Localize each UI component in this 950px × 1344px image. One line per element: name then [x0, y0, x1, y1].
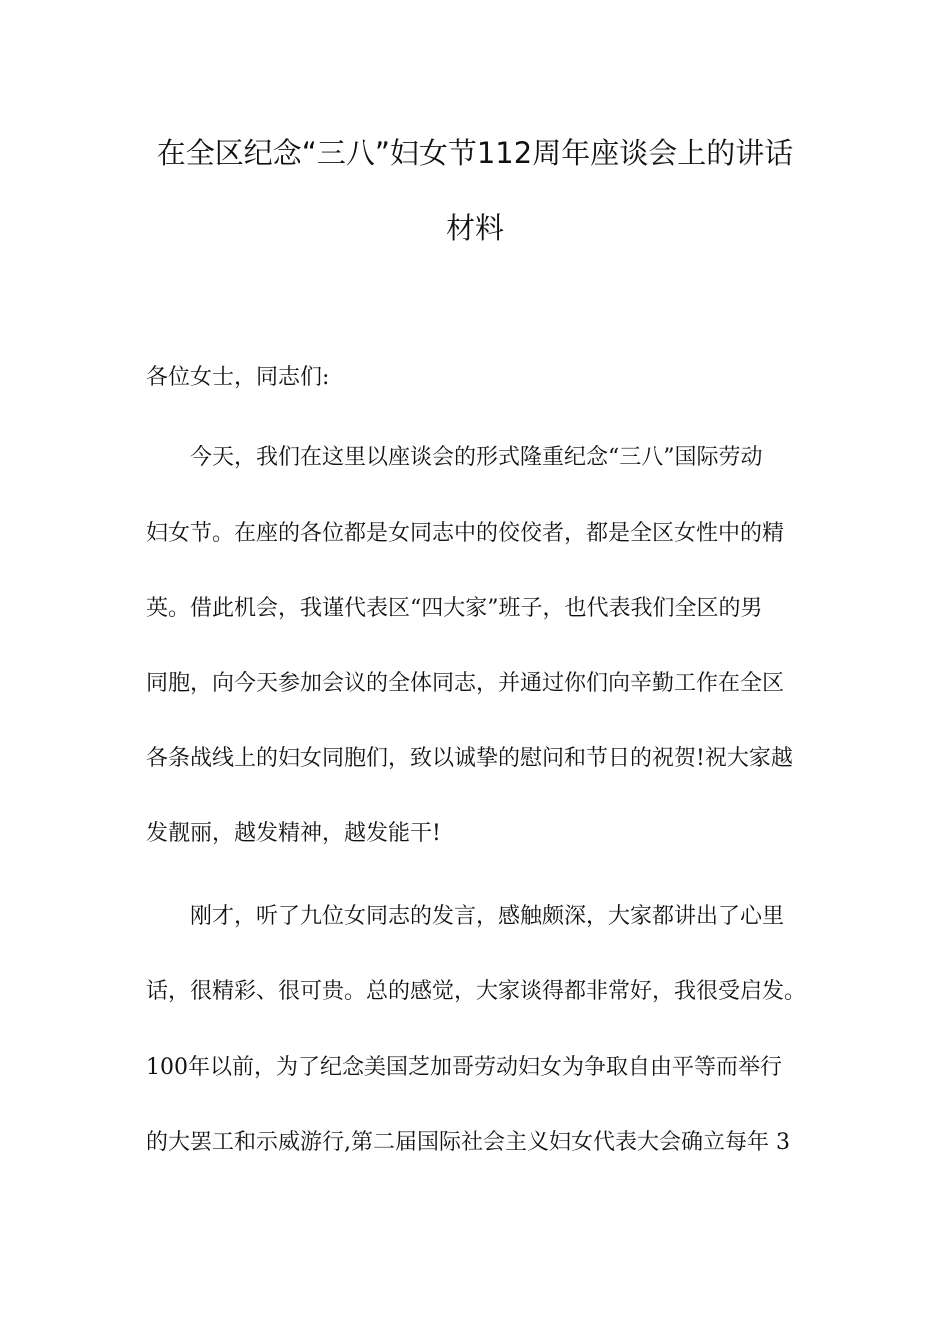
paragraph-1-line-5: 各条战线上的妇女同胞们，致以诚挚的慰问和节日的祝贺!祝大家越	[146, 746, 793, 771]
paragraph-2-line-1: 刚才，听了九位女同志的发言，感触颇深，大家都讲出了心里	[190, 904, 785, 929]
paragraph-1-line-3: 英。借此机会，我谨代表区“四大家”班子，也代表我们全区的男	[146, 596, 763, 621]
document-title-line-1: 在全区纪念“三八”妇女节112周年座谈会上的讲话	[156, 136, 794, 170]
salutation: 各位女士，同志们:	[146, 365, 330, 390]
paragraph-1-line-1: 今天，我们在这里以座谈会的形式隆重纪念“三八”国际劳动	[190, 445, 763, 470]
paragraph-1-line-4: 同胞，向今天参加会议的全体同志，并通过你们向辛勤工作在全区	[146, 671, 785, 696]
paragraph-1-line-6: 发靓丽，越发精神，越发能干!	[146, 821, 441, 846]
document-title-line-2: 材料	[445, 211, 504, 245]
paragraph-2-line-4: 的大罢工和示威游行,第二届国际社会主义妇女代表大会确立每年 3	[146, 1130, 790, 1155]
paragraph-2-line-2: 话，很精彩、很可贵。总的感觉，大家谈得都非常好，我很受启发。	[146, 979, 807, 1004]
paragraph-1-line-2: 妇女节。在座的各位都是女同志中的佼佼者，都是全区女性中的精	[146, 521, 785, 546]
paragraph-2-line-3: 100年以前，为了纪念美国芝加哥劳动妇女为争取自由平等而举行	[146, 1055, 782, 1080]
